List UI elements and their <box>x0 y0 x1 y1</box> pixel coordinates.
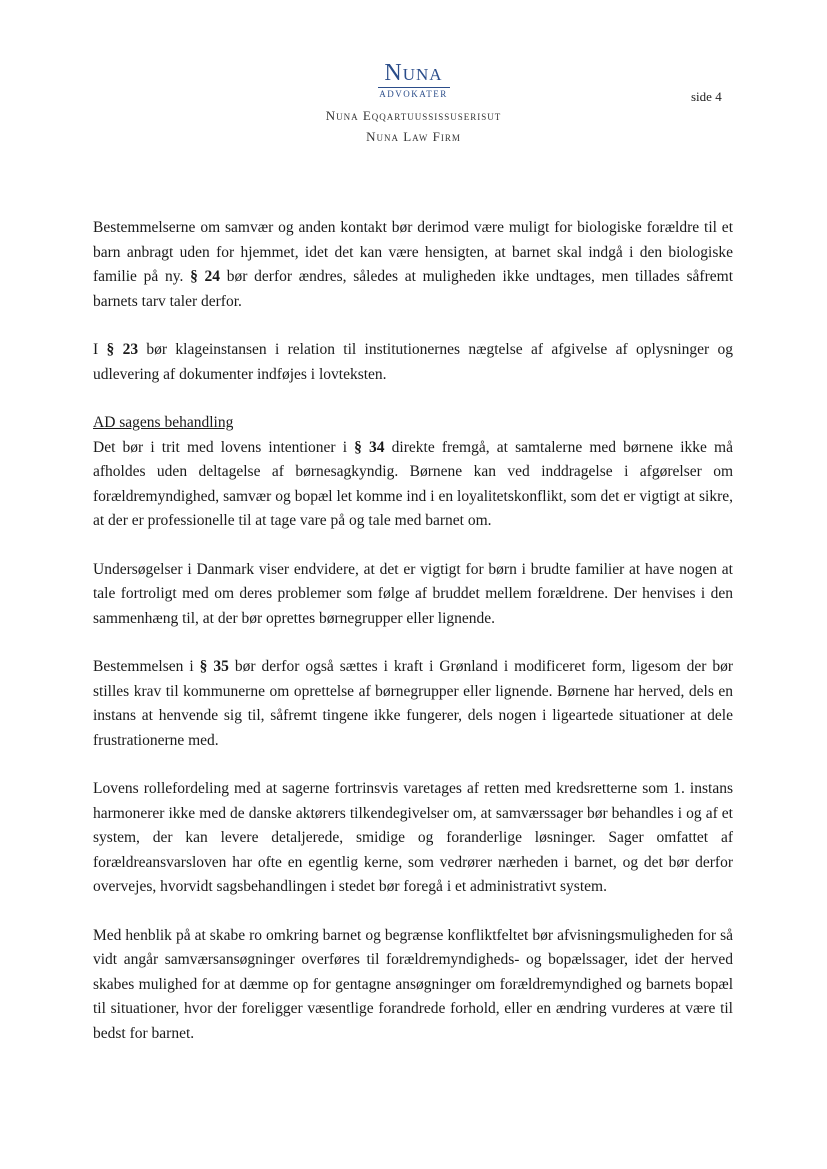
firm-name-english: Nuna Law Firm <box>366 129 461 144</box>
paragraph-text: Bestemmelserne om samvær og anden kontakt bør derimod være muligt for biologiske forældre til et barn anbragt uden for hjemmet, idet det kan være hensigten, at barnet skal indgå i den biologiske familie på ny. <box>93 219 733 285</box>
section-ref: § 35 <box>199 658 229 675</box>
logo-name: Nuna <box>384 60 443 86</box>
paragraph-2 <box>93 338 733 387</box>
paragraph-5 <box>93 655 733 753</box>
page-number: side 4 <box>691 89 722 104</box>
section-ref: § 34 <box>354 438 385 456</box>
paragraph-text: Det bør i trit med lovens intentioner i <box>93 438 355 456</box>
paragraph-1 <box>93 216 733 314</box>
section-heading: AD sagens behandling <box>93 414 234 431</box>
paragraph-6: Lovens rollefordeling med at sagerne fortrinsvis varetages af retten med kredsretterne som 1. instans harmonerer ikke med de danske aktørers tilkendegivelser om, at samværssager bør behandles i og af et system, der kan levere detaljerede, smidige og foranderlige løsninger. Sager omfattet af forældreansvarsloven har ofte en egentlig kerne, som vedrører nærheden i barnet, og det bør derfor overvejes, hvorvidt sagsbehandlingen i stedet bør foregå i et administrativt system. <box>93 780 733 895</box>
paragraph-text: I <box>93 341 107 358</box>
logo-subtitle: ADVOKATER <box>379 89 448 99</box>
paragraph-text: bør klageinstansen i relation til institutionernes nægtelse af afgivelse af oplysninger og udlevering af dokumenter indføjes i lovteksten. <box>93 341 733 383</box>
document-body <box>93 216 733 1070</box>
section-ref: § 23 <box>106 341 139 358</box>
paragraph-3 <box>93 411 733 534</box>
paragraph-text: bør derfor ændres, således at muligheden ikke undtages, men tillades såfremt barnets tarv taler derfor. <box>93 268 734 310</box>
paragraph-text: bør derfor også sættes i kraft i Grønland i modificeret form, ligesom der bør stilles krav til kommunerne om oprettelse af børnegrupper eller lignende. Børnene har herved, dels en instans at henvende sig til, såfremt tingene ikke fungerer, dels nogen i ligeartede situationer at dele frustrationerne med. <box>93 658 734 749</box>
section-ref: § 24 <box>190 268 221 285</box>
paragraph-text: direkte fremgå, at samtalerne med børnene ikke må afholdes uden deltagelse af børnesagkyndig. Børnene kan ved inddragelse i afgørelser om forældremyndighed, samvær og bopæl let komme ind i en loyalitetskonflikt, som det er vigtigt at sikre, at der er professionelle til at tage vare på og tale med barnet om. <box>93 438 733 529</box>
paragraph-4: Undersøgelser i Danmark viser endvidere, at det er vigtigt for børn i brudte familier at have nogen at tale fortroligt med om deres problemer som følge af bruddet mellem forældrene. Der henvises i den sammenhæng til, at der bør oprettes børnegrupper eller lignende. <box>93 560 733 627</box>
paragraph-text: Bestemmelsen i <box>93 658 200 675</box>
firm-name-greenlandic: Nuna Eqqartuussissuserisut <box>325 108 502 123</box>
logo-rule <box>378 87 450 88</box>
paragraph-7: Med henblik på at skabe ro omkring barnet og begrænse konfliktfeltet bør afvisningsmuligheden for så vidt angår samværsansøgninger overføres til forældremyndigheds- og bopælssager, idet der herved skabes mulighed for at dæmme op for gentagne ansøgninger om forældremyndighed og barnets bopæl til situationer, hvor der foreligger væsentlige forandrede forhold, eller en ændring vurderes at være til bedst for barnet. <box>93 926 733 1042</box>
